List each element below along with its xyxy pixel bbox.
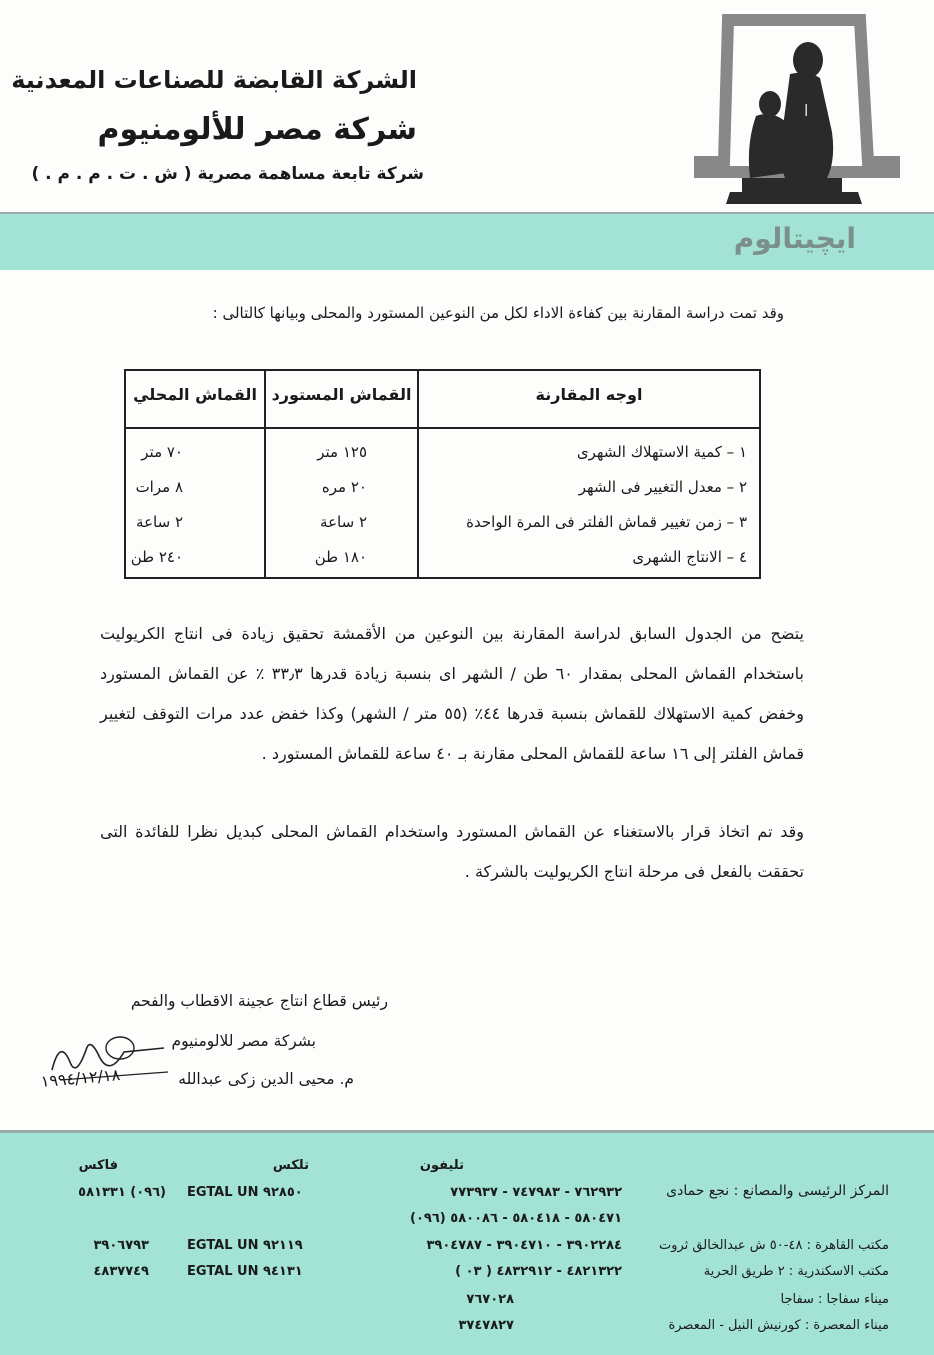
table-cell-aspect: ٢ – معدل التغيير فى الشهر (578, 478, 747, 496)
egyptalum-logo-icon (690, 12, 900, 212)
table-cell-aspect: ٤ – الانتاج الشهرى (632, 548, 747, 566)
paragraph-decision: وقد تم اتخاذ قرار بالاستغناء عن القماش المستورد واستخدام القماش المحلى كبديل نظرا للفائدة التى تحققت بالفعل فى مرحلة انتاج الكريوليت بالشركة . (100, 822, 804, 881)
signatory-name: م. محيى الدين زكى عبدالله (178, 1070, 354, 1088)
footer-head-office: المركز الرئيسى والمصانع : نجع حمادى (666, 1183, 889, 1199)
footer-telex-line: EGTAL UN ٩٢١١٩ (187, 1238, 303, 1253)
company-name: شركة مصر للألومنيوم (97, 112, 417, 147)
table-header-imported: القماش المستورد (271, 385, 412, 404)
footer-phone-line: ٧٦٢٩٣٢ - ٧٤٧٩٨٣ - ٧٧٣٩٣٧ (450, 1185, 622, 1200)
footer-phone-line: ٤٨٢١٣٢٢ - ٤٨٣٢٩١٢ ( ٠٣ ) (455, 1264, 622, 1279)
footer-maasara-port: ميناء المعصرة : كورنيش النيل - المعصرة (668, 1318, 889, 1333)
footer-phone-line: ٣٧٤٧٨٢٧ (458, 1318, 514, 1333)
table-cell-local: ٧٠ متر (141, 443, 183, 461)
footer-telex-line: EGTAL UN ٩٢٨٥٠ (187, 1185, 303, 1200)
footer-telex-label: تلكس (272, 1158, 309, 1173)
footer-fax-line: ٣٩٠٦٧٩٣ (93, 1238, 149, 1253)
footer-phone-line: ٣٩٠٢٢٨٤ - ٣٩٠٤٧١٠ - ٣٩٠٤٧٨٧ (426, 1238, 622, 1253)
footer-telephone-label: تليفون (419, 1158, 464, 1173)
footer-phone-line: ٧٦٧٠٢٨ (466, 1292, 514, 1307)
table-cell-imported: ٢ ساعة (320, 513, 367, 531)
footer-telex-line: EGTAL UN ٩٤١٣١ (187, 1264, 303, 1279)
table-cell-local: ٢ ساعة (136, 513, 183, 531)
table-cell-imported: ١٢٥ متر (317, 443, 367, 461)
footer-alex-office: مكتب الاسكندرية : ٢ طريق الحرية (703, 1264, 889, 1279)
table-header-divider (126, 427, 759, 429)
footer-cairo-office: مكتب القاهرة : ٤٨-٥٠ ش عبدالخالق ثروت (658, 1238, 889, 1253)
signatory-title: رئيس قطاع انتاج عجينة الاقطاب والفحم (130, 992, 388, 1010)
footer-fax-label: فاكس (78, 1158, 118, 1173)
footer-phone-line: ٥٨٠٤٧١ - ٥٨٠٤١٨ - ٥٨٠٠٨٦ (٠٩٦) (410, 1211, 622, 1226)
table-cell-aspect: ١ – كمية الاستهلاك الشهرى (576, 443, 747, 461)
paragraph-findings: يتضح من الجدول السابق لدراسة المقارنة بين النوعين من الأقمشة تحقيق زيادة فى انتاج الكريوليت باستخدام القماش المحلى بمقدار ٦٠ طن / الشهر اى بنسبة زيادة قدرها ٣٣٫٣ ٪ عن القماش المستورد وخفض كمية الاستهلاك للقماش بنسبة قدرها ٤٤٪ (٥٥ متر / الشهر) وكذا خفض عدد مرات التوقف لتغيير قماش الفلتر إلى ١٦ ساعة للقماش المحلى مقارنة بـ ٤٠ ساعة للقماش المستورد . (100, 624, 804, 763)
holding-company-name: الشركة القابضة للصناعات المعدنية (11, 66, 417, 94)
table-cell-local: ٢٤٠ طن (130, 548, 183, 566)
svg-text:ا: ا (804, 101, 809, 120)
table-cell-imported: ١٨٠ طن (314, 548, 367, 566)
handwritten-date: ١٩٩٤/١٢/١٨ (40, 1065, 121, 1091)
brand-wordmark: ايچيتالوم (733, 222, 856, 255)
intro-text: وقد تمت دراسة المقارنة بين كفاءة الاداء لكل من النوعين المستورد والمحلى وبيانها كالتالى : (212, 304, 784, 322)
table-header-local: القماش المحلي (133, 385, 257, 404)
footer-fax-line: ٤٨٣٧٧٤٩ (93, 1264, 149, 1279)
comparison-table (124, 369, 761, 579)
table-cell-local: ٨ مرات (135, 478, 183, 496)
footer-safaga-port: ميناء سفاجا : سفاجا (780, 1292, 889, 1307)
company-subtitle: شركة تابعة مساهمة مصرية ( ش . ت . م . م . ) (31, 164, 424, 184)
table-cell-aspect: ٣ – زمن تغيير قماش الفلتر فى المرة الواحدة (466, 513, 747, 531)
footer-fax-line: (٠٩٦) ٥٨١٣٣١ (78, 1185, 166, 1200)
table-cell-imported: ٢٠ مره (321, 478, 367, 496)
table-header-aspect: اوجه المقارنة (535, 385, 643, 404)
signatory-org: بشركة مصر للالومنيوم (171, 1032, 316, 1050)
